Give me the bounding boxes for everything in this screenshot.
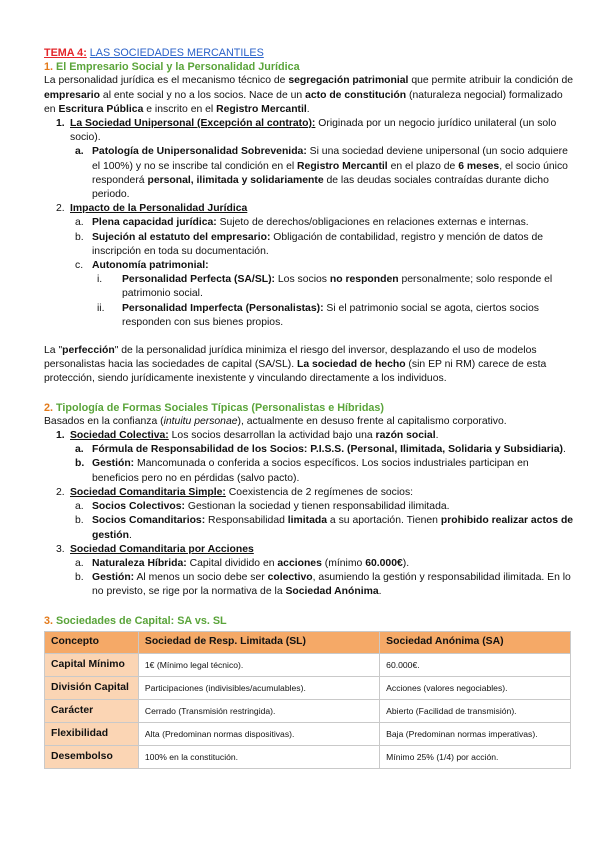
section-2-intro: Basados en la confianza (intuitu personae), actualmente en desuso frente al capitalismo corporativo. bbox=[44, 415, 507, 427]
section-1-closing: La "perfección" de la personalidad jurídica minimiza el riesgo del inversor, desplazando el uso de modelos personalistas hacia las sociedades de capital (SA/SL). La sociedad de hecho (sin EP ni RM) carece de esta protección, siendo jurídicamente inexistente y vinculando directamente a los individuos. bbox=[44, 345, 547, 385]
table-cell: Desembolso bbox=[45, 745, 139, 768]
list-item: 2. Sociedad Comanditaria Simple: Coexistencia de 2 regímenes de socios: bbox=[56, 486, 414, 498]
list-item: 1. La Sociedad Unipersonal (Excepción al contrato): Originada por un negocio jurídico unilateral (un solo socio). bbox=[56, 118, 557, 144]
table-cell: Alta (Predominan normas dispositivas). bbox=[138, 722, 379, 745]
list-item: ii. Personalidad Imperfecta (Personalistas): Si el patrimonio social se agota, ciertos socios responden con sus bienes propios. bbox=[97, 302, 539, 328]
table-row bbox=[45, 745, 571, 768]
list-item: b. Gestión: Al menos un socio debe ser colectivo, asumiendo la gestión y responsabilidad ilimitada. En lo no previsto, se rige por la normativa de la Sociedad Anónima. bbox=[75, 572, 571, 598]
table-cell: Mínimo 25% (1/4) por acción. bbox=[380, 745, 571, 768]
table-cell: Baja (Predominan normas imperativas). bbox=[380, 722, 571, 745]
section-1-intro: La personalidad jurídica es el mecanismo técnico de segregación patrimonial que permite atribuir la condición de empresario al ente social y no a los socios. Nace de un acto de constitución (naturaleza negocial) formalizado en Escritura Pública e inscrito en el Registro Mercantil. bbox=[44, 75, 574, 115]
table-cell: 60.000€. bbox=[380, 653, 571, 676]
table-cell: Flexibilidad bbox=[45, 722, 139, 745]
table-cell: Abierto (Facilidad de transmisión). bbox=[380, 699, 571, 722]
table-cell: Capital Mínimo bbox=[45, 653, 139, 676]
table-cell: División Capital bbox=[45, 676, 139, 699]
section-3-heading: 3. Sociedades de Capital: SA vs. SL bbox=[44, 614, 227, 627]
table-row bbox=[45, 699, 571, 722]
table-cell: 100% en la constitución. bbox=[138, 745, 379, 768]
table-cell: Participaciones (indivisibles/acumulables). bbox=[138, 676, 379, 699]
list-item: b. Gestión: Mancomunada o conferida a socios específicos. Los socios industriales participan en beneficios pero no en pérdidas (salvo pacto). bbox=[75, 458, 529, 484]
list-item: a. Plena capacidad jurídica: Sujeto de derechos/obligaciones en relaciones externas e internas. bbox=[75, 217, 529, 229]
table-cell: Acciones (valores negociables). bbox=[380, 676, 571, 699]
table-row bbox=[45, 722, 571, 745]
table-header-row bbox=[45, 631, 571, 653]
table-row bbox=[45, 676, 571, 699]
list-item: a. Fórmula de Responsabilidad de los Socios: P.I.S.S. (Personal, Ilimitada, Solidaria y Subsidiaria). bbox=[75, 444, 566, 456]
table-header: Concepto bbox=[45, 631, 139, 653]
list-item: 2. Impacto de la Personalidad Jurídica bbox=[56, 203, 248, 215]
list-item: 3. Sociedad Comanditaria por Acciones bbox=[56, 543, 254, 555]
list-item: a. Naturaleza Híbrida: Capital dividido en acciones (mínimo 60.000€). bbox=[75, 557, 410, 569]
list-item: a. Patología de Unipersonalidad Sobrevenida: Si una sociedad deviene unipersonal (un socio adquiere el 100%) y no se inscribe tal condición en el Registro Mercantil en el plazo de 6 meses, el socio único responderá personal, ilimitada y solidariamente de las deudas sociales contraídas durante dicho periodo. bbox=[75, 146, 568, 201]
comparison-table bbox=[44, 631, 571, 769]
list-item: i. Personalidad Perfecta (SA/SL): Los socios no responden personalmente; solo responde el patrimonio social. bbox=[97, 274, 553, 300]
table-header: Sociedad de Resp. Limitada (SL) bbox=[138, 631, 379, 653]
table-header: Sociedad Anónima (SA) bbox=[380, 631, 571, 653]
list-item: 1. Sociedad Colectiva: Los socios desarrollan la actividad bajo una razón social. bbox=[56, 430, 439, 442]
section-2-heading: 2. Tipología de Formas Sociales Típicas (Personalistas e Híbridas) bbox=[44, 401, 385, 414]
list-item: b. Socios Comanditarios: Responsabilidad limitada a su aportación. Tienen prohibido realizar actos de gestión. bbox=[75, 515, 574, 541]
document-page bbox=[44, 46, 574, 769]
list-item: b. Sujeción al estatuto del empresario: Obligación de contabilidad, registro y mención de datos de inscripción en toda su documentación. bbox=[75, 231, 544, 257]
section-1-heading: 1. El Empresario Social y la Personalidad Jurídica bbox=[44, 61, 300, 74]
list-item: a. Socios Colectivos: Gestionan la sociedad y tienen responsabilidad ilimitada. bbox=[75, 501, 450, 513]
table-cell: Cerrado (Transmisión restringida). bbox=[138, 699, 379, 722]
document-title: TEMA 4: LAS SOCIEDADES MERCANTILES bbox=[44, 47, 264, 59]
table-row bbox=[45, 653, 571, 676]
table-cell: Carácter bbox=[45, 699, 139, 722]
table-cell: 1€ (Mínimo legal técnico). bbox=[138, 653, 379, 676]
list-item: c. Autonomía patrimonial: bbox=[75, 260, 209, 272]
